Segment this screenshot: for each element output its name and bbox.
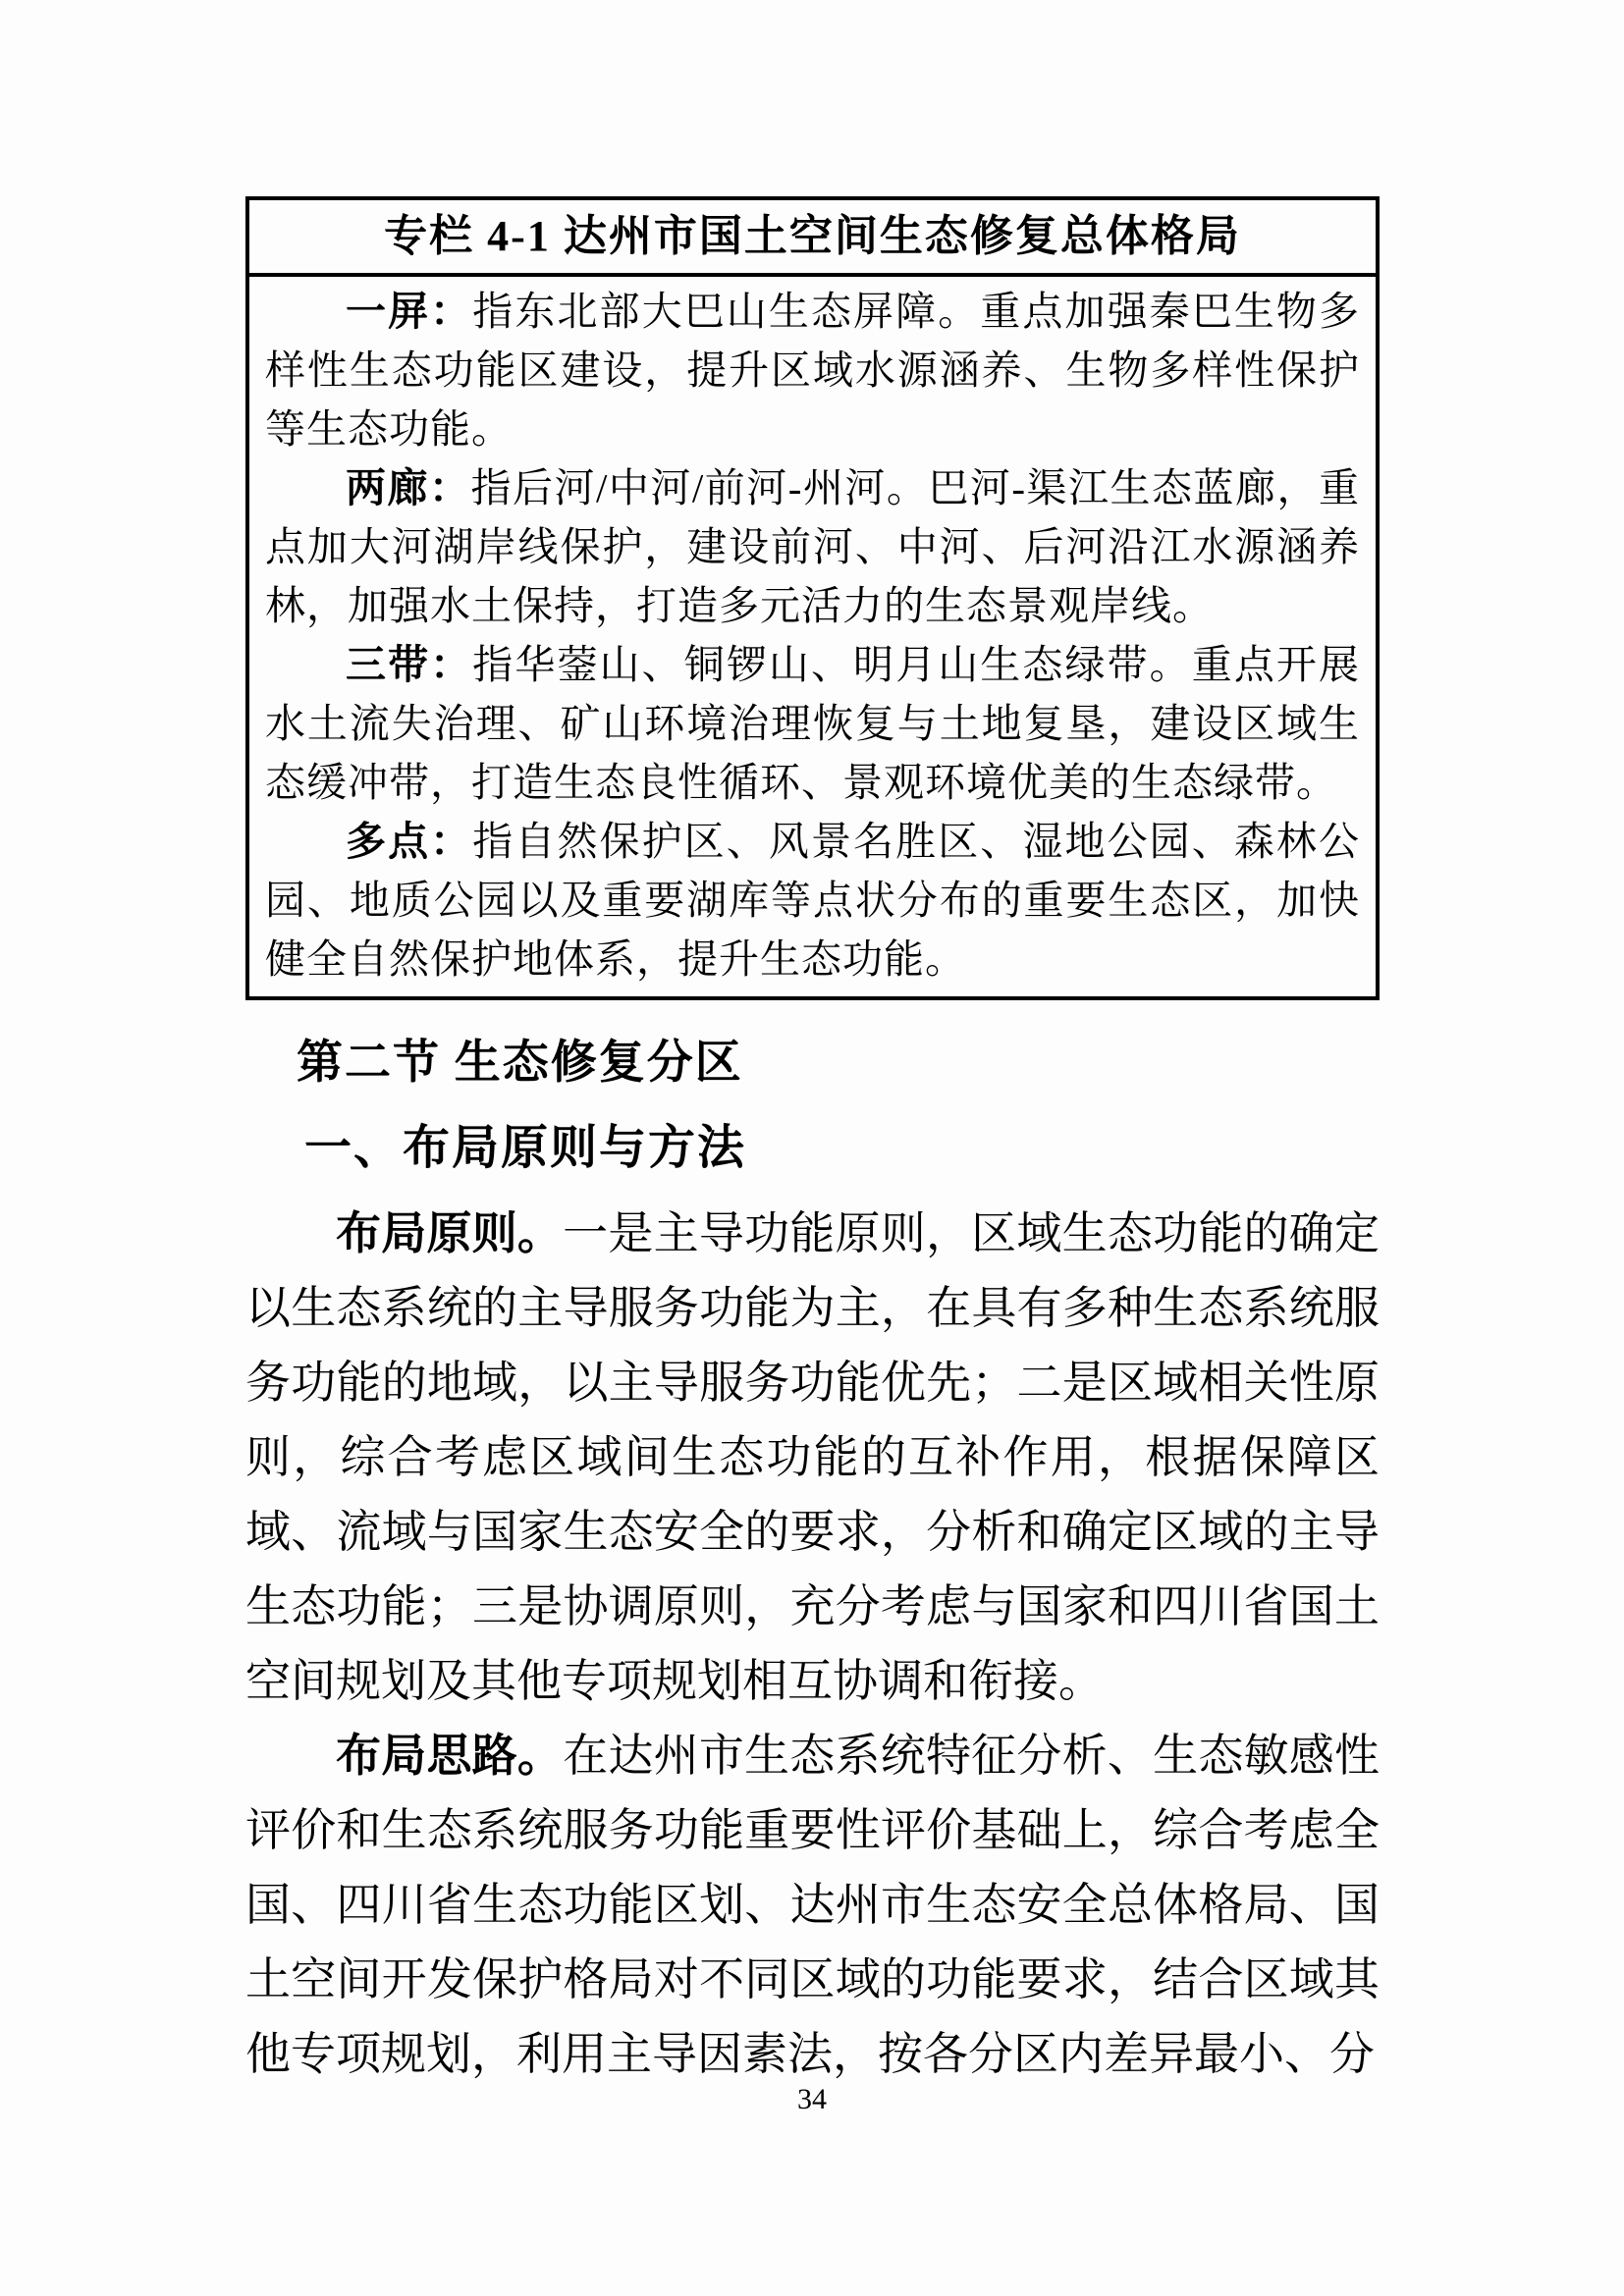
body-paragraph-layout-approach [245,1719,1380,2092]
box-item-text: 指后河/中河/前河-州河。巴河-渠江生态蓝廊，重点加大河湖岸线保护，建设前河、中河、后河沿江水源涵养林，加强水土保持，打造多元活力的生态景观岸线。 [265,465,1361,628]
callout-box-title: 专栏 4-1 达州市国土空间生态修复总体格局 [249,200,1376,277]
box-paragraph-corridors [265,458,1360,635]
paragraph-label: 布局原则。 [336,1208,564,1258]
page-number: 34 [797,2083,827,2115]
box-item-label: 多点： [346,819,473,864]
paragraph-text: 在达州市生态系统特征分析、生态敏感性评价和生态系统服务功能重要性评价基础上，综合考虑全国、四川省生态功能区划、达州市生态安全总体格局、国土空间开发保护格局对不同区域的功能要求，结合区域其他专项规划，利用主导因素法，按各分区内差异最小、分 [245,1731,1380,2079]
box-item-label: 三带： [346,642,473,687]
box-paragraph-belts [265,635,1360,812]
box-item-text: 指东北部大巴山生态屏障。重点加强秦巴生物多样性生态功能区建设，提升区域水源涵养、生物多样性保护等生态功能。 [265,289,1361,452]
paragraph-label: 布局思路。 [336,1731,564,1781]
subsection-heading: 一、布局原则与方法 [304,1122,747,1174]
box-item-label: 一屏： [346,289,473,334]
paragraph-text: 一是主导功能原则，区域生态功能的确定以生态系统的主导服务功能为主，在具有多种生态系统服务功能的地域，以主导服务功能优先；二是区域相关性原则，综合考虑区域间生态功能的互补作用，根据保障区域、流域与国家生态安全的要求，分析和确定区域的主导生态功能；三是协调原则，充分考虑与国家和四川省国土空间规划及其他专项规划相互协调和衔接。 [245,1208,1380,1706]
page-content [245,0,1380,2092]
box-paragraph-screen [265,282,1360,458]
section-heading: 第二节 生态修复分区 [297,1038,743,1089]
box-item-label: 两廊： [346,465,471,510]
box-paragraph-points [265,812,1360,988]
callout-box [245,196,1380,1000]
box-item-text: 指华蓥山、铜锣山、明月山生态绿带。重点开展水土流失治理、矿山环境治理恢复与土地复垦，建设区域生态缓冲带，打造生态良性循环、景观环境优美的生态绿带。 [265,642,1361,805]
callout-box-body [249,277,1376,996]
body-paragraph-layout-principles [245,1197,1380,1719]
box-item-text: 指自然保护区、风景名胜区、湿地公园、森林公园、地质公园以及重要湖库等点状分布的重要生态区，加快健全自然保护地体系，提升生态功能。 [265,819,1361,982]
